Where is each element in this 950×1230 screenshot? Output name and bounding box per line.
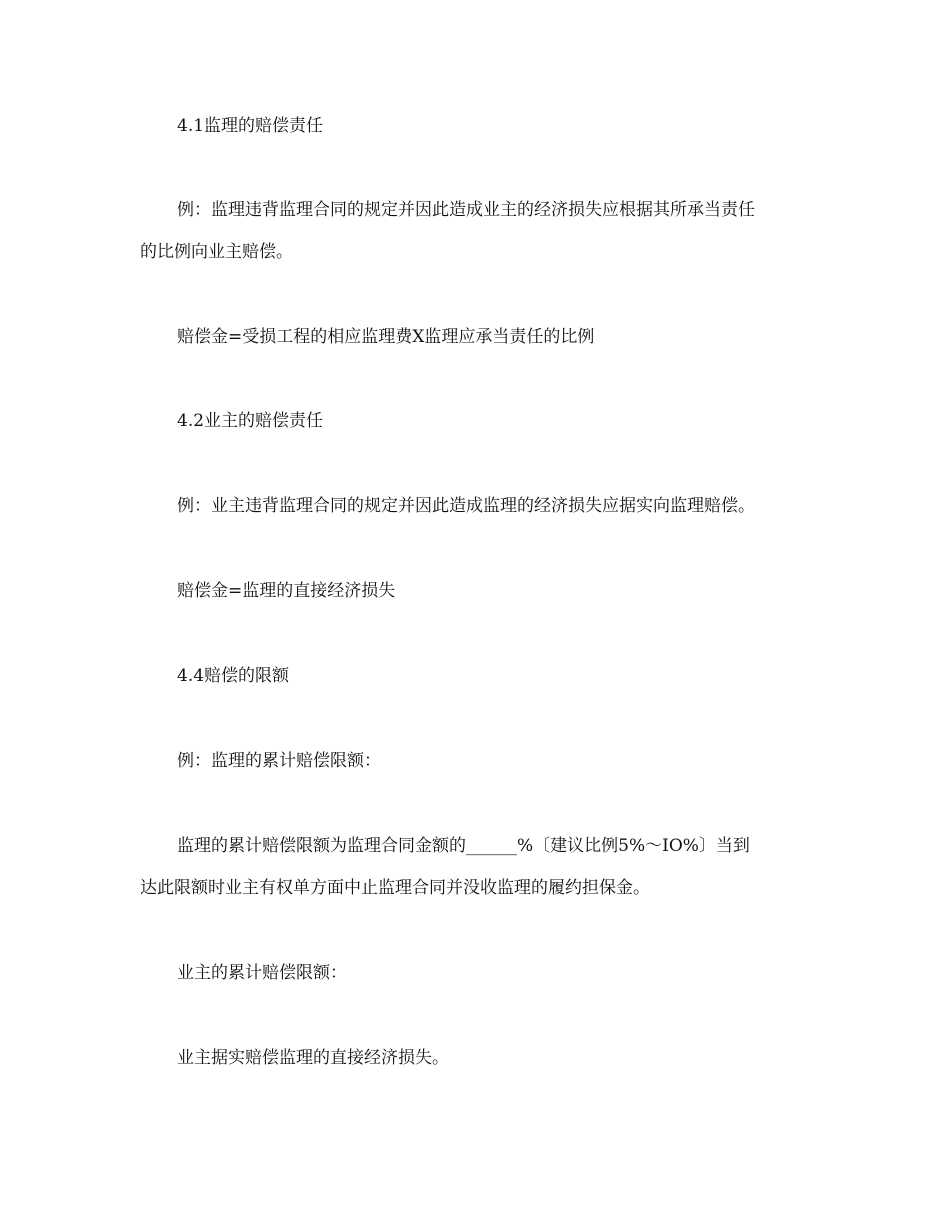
section-4-1-formula: 赔偿金=受损工程的相应监理费X监理应承当责任的比例: [177, 327, 595, 347]
section-4-1-example-line-2: 的比例向业主赔偿。: [140, 242, 293, 262]
section-4-4-limit-line-2: 达此限额时业主有权单方面中止监理合同并没收监理的履约担保金。: [140, 878, 650, 898]
section-4-1-example-line-1: 例：监理违背监理合同的规定并因此造成业主的经济损失应根据其所承当责任: [177, 200, 755, 220]
section-4-4-heading: 4.4赔偿的限额: [177, 666, 290, 686]
section-4-1-heading: 4.1监理的赔偿责任: [177, 116, 324, 136]
owner-limit-text: 业主据实赔偿监理的直接经济损失。: [177, 1048, 449, 1068]
section-4-2-formula: 赔偿金=监理的直接经济损失: [177, 581, 396, 601]
section-4-4-limit-line-1: 监理的累计赔偿限额为监理合同金额的______%〔建议比例5%～IO%〕当到: [177, 836, 750, 856]
section-4-2-heading: 4.2业主的赔偿责任: [177, 411, 324, 431]
section-4-2-example: 例：业主违背监理合同的规定并因此造成监理的经济损失应据实向监理赔偿。: [177, 496, 755, 516]
owner-limit-label: 业主的累计赔偿限额：: [177, 963, 347, 983]
section-4-4-example: 例：监理的累计赔偿限额：: [177, 751, 381, 771]
